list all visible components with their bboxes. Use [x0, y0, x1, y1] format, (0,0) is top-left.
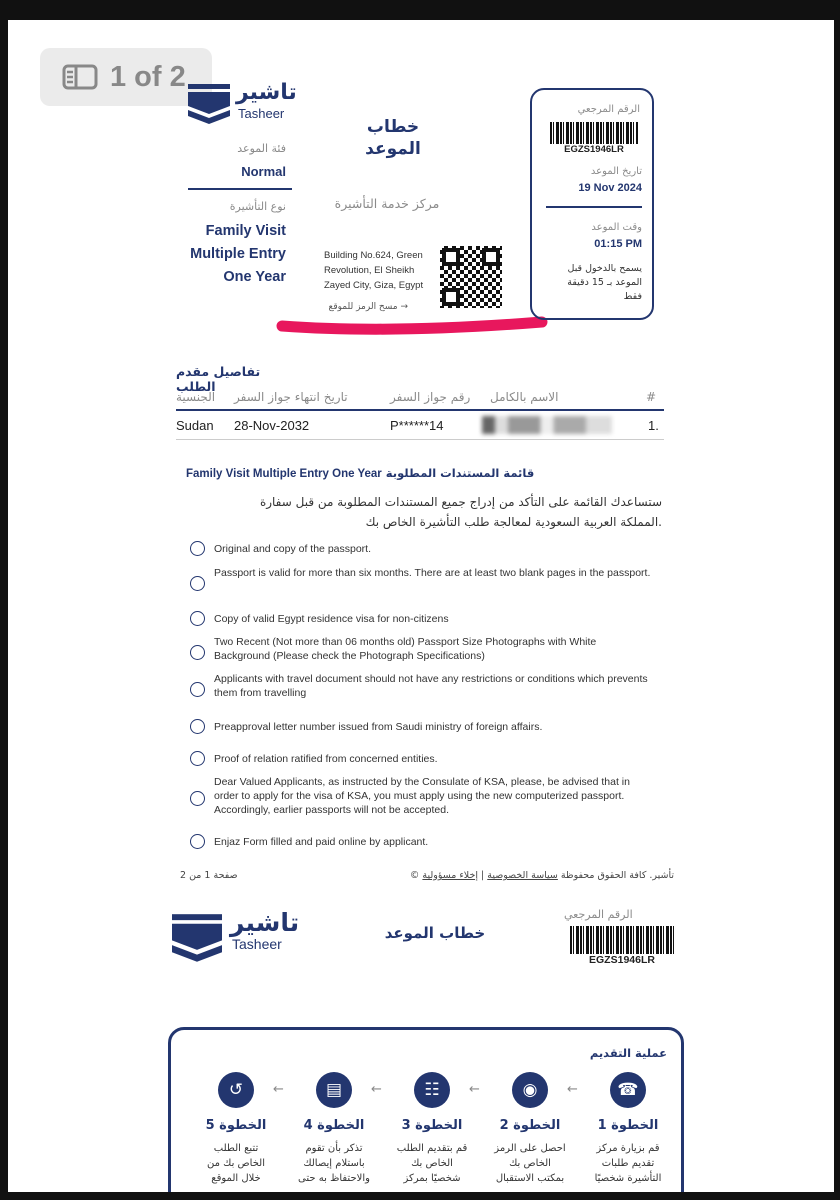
checklist-item-text: Preapproval letter number issued from Saudi ministry of foreign affairs. [214, 721, 543, 733]
footer-privacy-link[interactable]: سياسة الخصوصية [487, 870, 558, 881]
header-nationality: الجنسية [176, 390, 216, 404]
logo-english-text: Tasheer [232, 936, 282, 952]
checkbox-circle[interactable] [190, 576, 205, 591]
step-desc-line: قم بزيارة مركز [596, 1143, 660, 1154]
entry-note [542, 262, 642, 304]
header-passport: رقم جواز السفر [390, 390, 471, 404]
cell-passport: P******14 [390, 418, 444, 433]
step-desc-line: قم بتقديم الطلب [396, 1143, 468, 1154]
token-icon: ◉ [512, 1072, 548, 1108]
visa-center-name: مركز خدمة التأشيرة [334, 196, 440, 211]
checkbox-circle[interactable] [190, 645, 205, 660]
arrow-left-icon: ← [273, 1082, 284, 1097]
step-description [291, 1141, 377, 1186]
time-label: وقت الموعد [591, 222, 642, 233]
entry-note-line1: يسمح بالدخول قبل [567, 263, 642, 274]
divider [188, 188, 292, 190]
category-label: فئة الموعد [237, 142, 286, 155]
step-desc-line: والاحتفاظ به حتى [298, 1173, 370, 1184]
step-description [585, 1141, 671, 1186]
step-desc-line: خلال الموقع [211, 1173, 261, 1184]
footer-copyright: تأشير. كافة الحقوق محفوظة [560, 870, 674, 881]
date-value: 19 Nov 2024 [578, 182, 642, 194]
step-desc-line: احصل على الرمز [494, 1143, 566, 1154]
step-desc-line: التأشيرة شخصيًا [594, 1173, 662, 1184]
step-description [487, 1141, 573, 1186]
table-row [176, 416, 664, 438]
appointment-card [530, 88, 654, 320]
process-step-5 [193, 1072, 279, 1186]
step-desc-line: بمكتب الاستقبال [495, 1173, 565, 1184]
step-title: الخطوة 2 [499, 1118, 561, 1133]
application-process-box [168, 1027, 684, 1192]
page-indicator[interactable] [40, 48, 212, 106]
redacted-name [482, 416, 612, 434]
checkbox-circle[interactable] [190, 719, 205, 734]
category-value: Normal [241, 164, 286, 179]
checkbox-circle[interactable] [190, 751, 205, 766]
process-step-1 [585, 1072, 671, 1186]
footer-disclaimer-link[interactable]: إخلاء مسؤولية [422, 870, 478, 881]
checklist-intro-line2: .المملكة العربية السعودية لمعالجة طلب التأشيرة الخاص بك [365, 515, 662, 529]
checklist-item-text: Copy of valid Egypt residence visa for non-citizens [214, 613, 449, 625]
checklist-item-text: Dear Valued Applicants, as instructed by the Consulate of KSA, please, be advised that in order to apply for the visa of KSA, you must apply using the new computerized passport. Accordingly, earlier passports will not be accepted. [214, 776, 630, 816]
checklist-item-text: Enjaz Form filled and paid online by applicant. [214, 836, 429, 848]
footer-copyright-symbol: © [409, 870, 420, 881]
visa-type-line2: Multiple Entry [190, 246, 286, 262]
header-name: الاسم بالكامل [490, 390, 559, 404]
step-desc-line: شخصيًا بمركز [403, 1173, 461, 1184]
checklist-title [186, 466, 666, 480]
page-number-label: صفحة 1 من 2 [180, 870, 238, 881]
visa-type-line3: One Year [223, 269, 286, 285]
header-num: # [646, 390, 657, 404]
cell-nationality: Sudan [176, 418, 214, 433]
address-line2: Revolution, El Sheikh [324, 265, 415, 276]
step-description [389, 1141, 475, 1186]
checkbox-circle[interactable] [190, 834, 205, 849]
step-title: الخطوة 1 [597, 1118, 659, 1133]
footer-separator: | [481, 870, 485, 881]
applicant-section-title: تفاصيل مقدم الطلب [176, 364, 261, 394]
checkbox-circle[interactable] [190, 791, 205, 806]
checklist-intro [184, 492, 662, 532]
logo-english-text: Tasheer [238, 106, 285, 121]
tasheer-logo-page2 [172, 910, 302, 970]
visa-type-line1: Family Visit [205, 223, 286, 239]
step-desc-line: تقديم طلبات [601, 1158, 655, 1169]
arrow-left-icon: ← [371, 1082, 382, 1097]
location-qr-code[interactable] [438, 244, 504, 310]
step-desc-line: باستلام إيصالك [303, 1158, 365, 1169]
arrow-left-icon: ← [567, 1082, 578, 1097]
ref-value-page2: EGZS1946LR [589, 954, 655, 966]
reference-barcode-page2 [570, 926, 674, 954]
checklist-item-text: Passport is valid for more than six months. There are at least two blank pages in the passport. [214, 567, 651, 579]
step-desc-line: الخاص بك [509, 1158, 551, 1169]
letter-title [348, 116, 438, 160]
table-row-rule [176, 439, 664, 440]
letter-title-page2: خطاب الموعد [384, 924, 486, 942]
tasheer-logo-mark-icon [188, 84, 230, 124]
page-indicator-label: 1 of 2 [110, 60, 186, 93]
step-desc-line: تذكر بأن تقوم [305, 1143, 363, 1154]
ref-label-page2: الرقم المرجعي [564, 908, 633, 921]
logo-arabic-text: تاشير [230, 908, 300, 937]
step-desc-line: الخاص بك من [207, 1158, 265, 1169]
step-description [193, 1141, 279, 1186]
ref-label: الرقم المرجعي [577, 104, 640, 115]
cell-num: 1. [648, 418, 659, 433]
checklist-item-text: Proof of relation ratified from concerned entities. [214, 753, 438, 765]
checkbox-circle[interactable] [190, 611, 205, 626]
header-expiry: تاريخ انتهاء جواز السفر [234, 390, 348, 404]
submit-document-icon: ☷ [414, 1072, 450, 1108]
checklist-intro-line1: ستساعدك القائمة على التأكد من إدراج جميع المستندات المطلوبة من قبل سفارة [259, 495, 662, 509]
checkbox-circle[interactable] [190, 541, 205, 556]
center-address [324, 248, 436, 293]
checklist-title-en: Family Visit Multiple Entry One Year [186, 468, 382, 480]
address-line1: Building No.624, Green [324, 250, 423, 261]
visa-type-value [168, 220, 286, 289]
footer-legal [406, 870, 674, 881]
process-step-2 [487, 1072, 573, 1186]
applicant-table-header [176, 386, 664, 410]
step-desc-line: الخاص بك [411, 1158, 453, 1169]
step-title: الخطوة 3 [401, 1118, 463, 1133]
time-value: 01:15 PM [594, 238, 642, 250]
tasheer-logo-mark-icon [172, 914, 222, 962]
tasheer-logo [188, 82, 298, 132]
reference-barcode [550, 122, 638, 144]
step-title: الخطوة 4 [303, 1118, 365, 1133]
track-application-icon: ↺ [218, 1072, 254, 1108]
visit-center-icon: ☎ [610, 1072, 646, 1108]
entry-note-line2: الموعد بـ 15 دقيقة [567, 277, 642, 288]
checklist-item-text: Applicants with travel document should not have any restrictions or conditions which prevents them from travelling [214, 673, 648, 699]
sidebar-toggle-icon[interactable] [62, 64, 98, 90]
logo-arabic-text: تاشير [236, 80, 297, 105]
checkbox-circle[interactable] [190, 682, 205, 697]
step-title: الخطوة 5 [205, 1118, 267, 1133]
checklist-title-ar: قائمة المستندات المطلوبة [385, 466, 535, 480]
visa-type-label: نوع التأشيرة [229, 200, 286, 213]
receipt-icon: ▤ [316, 1072, 352, 1108]
table-header-rule [176, 409, 664, 411]
process-title: عملية التقديم [589, 1046, 667, 1060]
qr-caption: → مسح الرمز للموقع [328, 302, 408, 312]
letter-title-line2: الموعد [365, 139, 421, 159]
highlight-stroke [274, 314, 550, 336]
letter-title-line1: خطاب [366, 117, 420, 137]
entry-note-line3: فقط [623, 291, 642, 302]
checklist-item-text: Two Recent (Not more than 06 months old) Passport Size Photographs with White Background (Please check the Photograph Specifications) [214, 636, 597, 662]
process-step-4 [291, 1072, 377, 1186]
card-divider [546, 206, 642, 208]
ref-value: EGZS1946LR [564, 144, 624, 155]
step-desc-line: تتبع الطلب [213, 1143, 259, 1154]
cell-expiry: 28-Nov-2032 [234, 418, 310, 433]
document-page [8, 20, 834, 1192]
arrow-left-icon: ← [469, 1082, 480, 1097]
address-line3: Zayed City, Giza, Egypt [324, 280, 424, 291]
checklist-item-text: Original and copy of the passport. [214, 543, 372, 555]
process-step-3 [389, 1072, 475, 1186]
date-label: تاريخ الموعد [590, 166, 642, 177]
